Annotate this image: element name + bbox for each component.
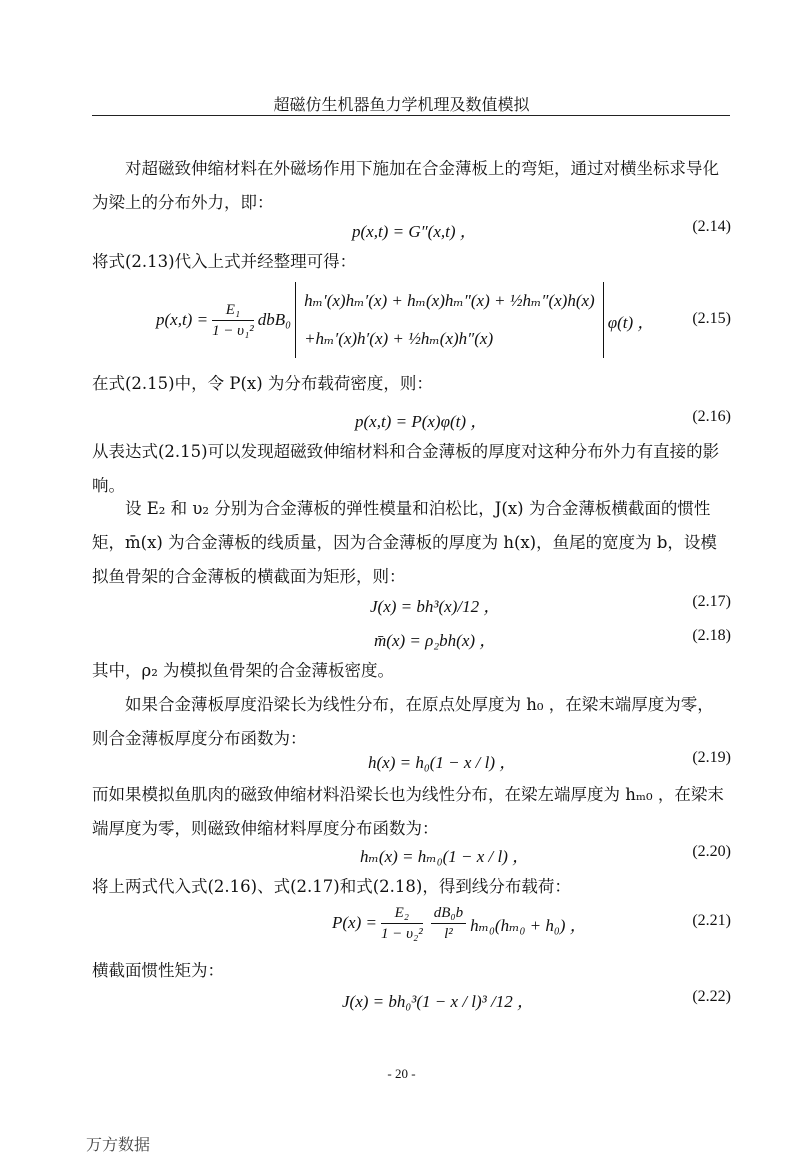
equation-2-21 <box>332 898 587 948</box>
equation-2-15 <box>156 280 654 360</box>
header-rule <box>92 115 730 116</box>
running-header: 超磁仿生机器鱼力学机理及数值模拟 <box>273 95 530 114</box>
eq221-frac1-den: 1 − υ₂² <box>380 925 423 942</box>
eq215-frac-num: E₁ <box>212 300 254 321</box>
eq215-frac-den: 1 − υ₁² <box>212 322 254 339</box>
eq221-fraction-1 <box>381 903 423 944</box>
eq215-row2: +hₘ′(x)h′(x) + ½hₘ(x)h″(x) <box>304 329 494 348</box>
eq221-frac2-den: l² <box>444 925 453 942</box>
eq215-post: φ(t) ， <box>607 312 655 332</box>
paragraph-4: 从表达式(2.15)可以发现超磁致伸缩材料和合金薄板的厚度对这种分布外力有直接的影响。 <box>92 442 720 495</box>
paragraph-1: 对超磁致伸缩材料在外磁场作用下施加在合金薄板上的弯矩，通过对横坐标求导化为梁上的分布外力，即： <box>92 159 719 212</box>
eq221-fraction-2 <box>431 903 466 944</box>
watermark: 万方数据 <box>86 1135 151 1154</box>
paragraph-8: 而如果模拟鱼肌肉的磁致伸缩材料沿梁长也为线性分布，在梁左端厚度为 hₘ₀ ，在梁末端厚度为零，则磁致伸缩材料厚度分布函数为： <box>92 785 724 838</box>
equation-2-18: m̄(x) = ρ₂bh(x) ， <box>374 631 497 650</box>
paragraph-9: 将上两式代入式(2.16)、式(2.17)和式(2.18)，得到线分布载荷： <box>92 877 571 896</box>
equation-2-22: J(x) = bh₀³(1 − x / l)³ /12 ， <box>342 992 534 1011</box>
equation-2-19: h(x) = h₀(1 − x / l) ， <box>368 753 517 772</box>
equation-number-2-20: (2.20) <box>692 843 731 860</box>
eq221-lhs: P(x) = <box>332 913 377 932</box>
eq215-lhs: p(x,t) = <box>156 310 209 329</box>
paragraph-2: 将式(2.13)代入上式并经整理可得： <box>92 252 357 271</box>
page-number: - 20 - <box>387 1066 416 1081</box>
equation-number-2-15: (2.15) <box>692 310 731 327</box>
eq215-bracket <box>295 282 604 358</box>
equation-number-2-16: (2.16) <box>692 408 731 425</box>
equation-number-2-17: (2.17) <box>692 593 731 610</box>
paragraph-3: 在式(2.15)中，令 P(x) 为分布载荷密度，则： <box>92 374 433 393</box>
eq215-fraction <box>212 300 254 341</box>
eq215-row1: hₘ′(x)hₘ′(x) + hₘ(x)hₘ″(x) + ½hₘ″(x)h(x) <box>304 291 595 310</box>
paragraph-7: 如果合金薄板厚度沿梁长为线性分布，在原点处厚度为 h₀ ，在梁末端厚度为零，则合金薄板厚度分布函数为： <box>92 695 714 748</box>
equation-number-2-22: (2.22) <box>692 988 731 1005</box>
equation-number-2-18: (2.18) <box>692 627 731 644</box>
equation-2-14: p(x,t) = G″(x,t) ， <box>352 222 477 241</box>
eq215-mid: dbB₀ <box>257 310 292 329</box>
eq221-post: hₘ₀(hₘ₀ + h₀) ， <box>470 915 587 935</box>
eq221-frac2-num: dB₀b <box>431 903 466 924</box>
equation-2-20: hₘ(x) = hₘ₀(1 − x / l) ， <box>360 847 530 866</box>
eq221-frac1-num: E₂ <box>381 903 423 924</box>
equation-number-2-19: (2.19) <box>692 749 731 766</box>
equation-number-2-21: (2.21) <box>692 912 731 929</box>
equation-number-2-14: (2.14) <box>692 218 731 235</box>
paragraph-6: 其中，ρ₂ 为模拟鱼骨架的合金薄板密度。 <box>92 661 395 680</box>
equation-2-17: J(x) = bh³(x)/12 ， <box>370 597 501 616</box>
paragraph-5: 设 E₂ 和 υ₂ 分别为合金薄板的弹性模量和泊松比，J(x) 为合金薄板横截面的惯性矩，m̄(x) 为合金薄板的线质量，因为合金薄板的厚度为 h(x)，鱼尾的宽度为 b，设模拟鱼骨架的合金薄板的横截面为矩形，则： <box>92 499 717 586</box>
equation-2-16: p(x,t) = P(x)φ(t) ， <box>355 412 488 431</box>
paragraph-10: 横截面惯性矩为： <box>92 961 224 980</box>
